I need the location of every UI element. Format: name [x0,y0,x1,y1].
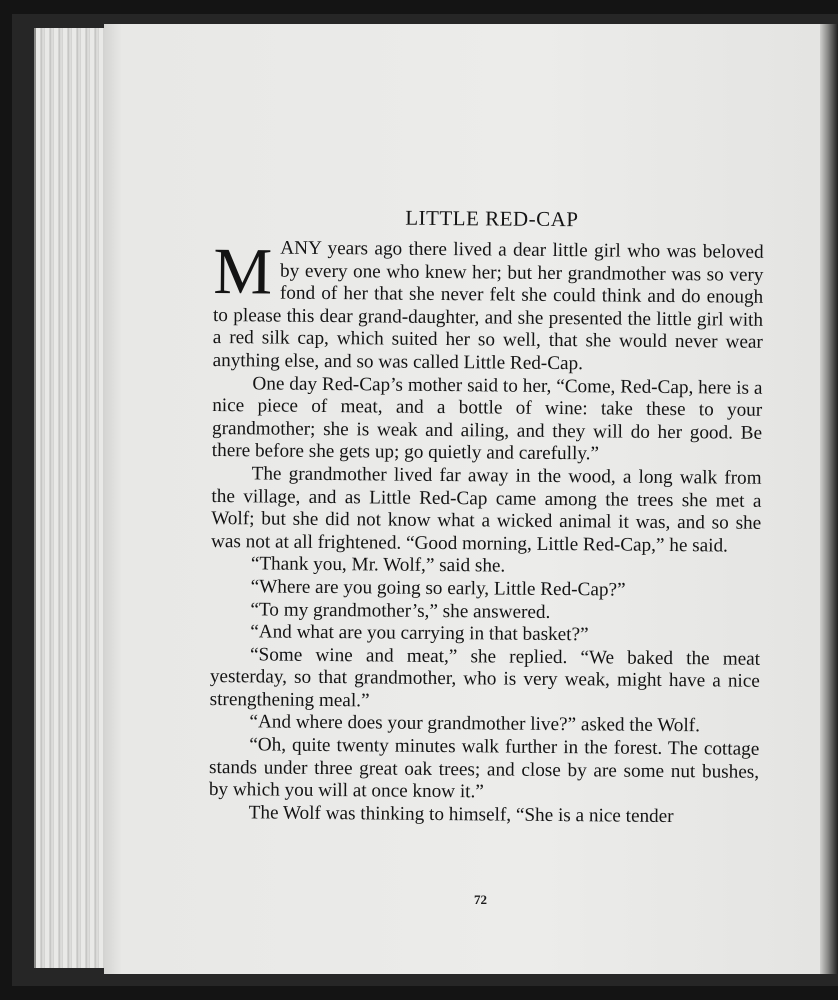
paragraph-8: “Some wine and meat,” she replied. “We baked the meat yesterday, so that grandmother, who is very weak, might have a nice strengthening meal.” [209,644,761,712]
page-number: 72 [474,892,487,907]
paragraph-10: “Oh, quite twenty minutes walk further in the forest. The cottage stands under three great oak trees; and close by are some nut bushes, by which you will at once know it.” [208,734,760,803]
chapter-title: LITTLE RED-CAP [405,205,579,232]
paragraph-2: One day Red-Cap’s mother said to her, “Come, Red-Cap, here is a nice piece of meat, and a bottle of wine: take these to your grandmother; she is weak and ailing, and they will do her good. Be there before she gets up; go quietly and carefully.” [211,372,763,465]
paragraph-7: “And what are you carrying in that basket?” [250,621,589,646]
paragraph-5: “Where are you going so early, Little Red-Cap?” [250,576,626,601]
paragraph-1 [212,234,764,377]
right-page-edge [820,24,838,974]
text-block [209,204,764,829]
drop-cap: M [213,234,273,309]
paragraph-3: The grandmother lived far away in the wood, a long walk from the village, and as Little Red-Cap came among the trees she met a Wolf; but she did not know what a wicked animal it was, and so she was not at all frightened. “Good morning, Little Red-Cap,” he said. [210,463,762,557]
paragraph-11: The Wolf was thinking to himself, “She is a nice tender [248,802,674,827]
paragraph-4: “Thank you, Mr. Wolf,” said she. [250,553,506,577]
paragraph-6: “To my grandmother’s,” she answered. [250,598,551,623]
paragraph-1-text: ANY years ago there lived a dear little girl who was beloved by every one who knew her; but her grandmother was so very fond of her that she never felt she could think and do enough to please this dear grand-daughter, and she presented the little girl with a red silk cap, which suited her so well, that she would never wear anything else, and so was called Little Red-Cap. [212,237,764,375]
paragraph-9: “And where does your grandmother live?” asked the Wolf. [249,711,701,737]
